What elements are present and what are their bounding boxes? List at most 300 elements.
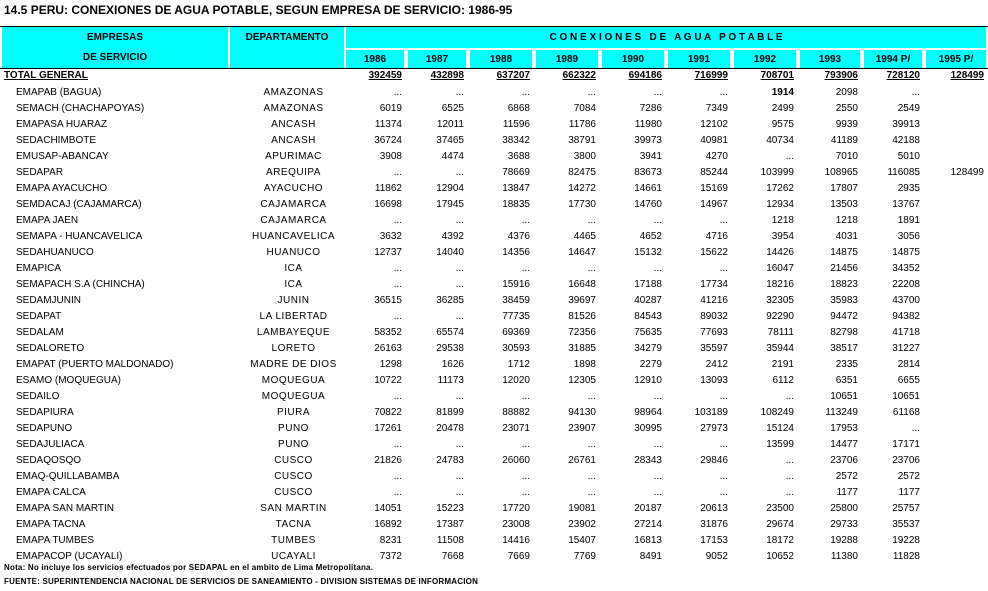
- row-empresa: SEMAPACH S.A (CHINCHA): [16, 279, 145, 290]
- row-value-1987: 4392: [441, 231, 464, 242]
- header-conexiones-label: C O N E X I O N E S D E A G U A P O T A B L E: [549, 32, 783, 43]
- row-value-1991: 85244: [700, 167, 728, 178]
- row-value-1990: 39973: [634, 135, 662, 146]
- row-empresa: SEDALORETO: [16, 343, 85, 354]
- row-value-1994: ...: [911, 87, 920, 98]
- row-value-1990: 75635: [634, 327, 662, 338]
- row-value-1988: 77735: [502, 311, 530, 322]
- total-value-5: 716999: [694, 70, 728, 81]
- row-value-1992: 9575: [771, 119, 794, 130]
- row-value-1991: 13093: [700, 375, 728, 386]
- row-value-1986: 1298: [379, 359, 402, 370]
- row-value-1990: 11980: [634, 119, 662, 130]
- row-empresa: SEDAPAT: [16, 311, 62, 322]
- row-value-1991: 15622: [700, 247, 728, 258]
- row-value-1993: 13503: [830, 199, 858, 210]
- row-departamento: MOQUEGUA: [261, 391, 326, 402]
- row-value-1991: 103189: [694, 407, 728, 418]
- row-value-1987: ...: [455, 215, 464, 226]
- row-value-1986: ...: [393, 391, 402, 402]
- row-value-1987: ...: [455, 263, 464, 274]
- row-value-1995: [926, 437, 984, 453]
- row-departamento: PIURA: [276, 407, 311, 418]
- row-value-1991: 2412: [705, 359, 728, 370]
- row-value-1990: 83673: [634, 167, 662, 178]
- row-departamento: APURIMAC: [265, 151, 322, 162]
- row-departamento: CUSCO: [274, 471, 313, 482]
- row-empresa: SEDACHIMBOTE: [16, 135, 97, 146]
- row-value-1986: ...: [393, 279, 402, 290]
- row-value-1994: 31227: [892, 343, 920, 354]
- row-value-1988: ...: [521, 391, 530, 402]
- row-value-1994: 22208: [892, 279, 920, 290]
- row-departamento: LORETO: [271, 343, 316, 354]
- row-value-1992: 103999: [760, 167, 794, 178]
- row-value-1994: 35537: [892, 519, 920, 530]
- row-departamento: HUANCAVELICA: [251, 231, 336, 242]
- row-value-1988: 7669: [507, 551, 530, 562]
- row-value-1994: 116085: [887, 167, 920, 178]
- row-value-1994: 19228: [892, 535, 920, 546]
- row-value-1995: [926, 453, 984, 469]
- row-value-1994: 2572: [897, 471, 920, 482]
- row-value-1987: 17387: [436, 519, 464, 530]
- row-value-1993: 6351: [835, 375, 858, 386]
- header-year-8: 1994 P/: [864, 50, 922, 68]
- row-value-1989: 4465: [573, 231, 596, 242]
- row-value-1991: 17153: [700, 535, 728, 546]
- row-value-1988: ...: [521, 87, 530, 98]
- row-value-1992: 3954: [771, 231, 794, 242]
- header-year-2: 1988: [470, 50, 532, 68]
- header-year-3: 1989: [536, 50, 598, 68]
- row-value-1989: ...: [587, 87, 596, 98]
- row-value-1995: [926, 85, 984, 101]
- row-empresa: SEMAPA - HUANCAVELICA: [16, 231, 143, 242]
- row-value-1989: 72356: [568, 327, 596, 338]
- row-value-1991: 77693: [700, 327, 728, 338]
- row-value-1990: 28343: [634, 455, 662, 466]
- row-value-1995: 128499: [950, 167, 984, 178]
- row-value-1994: 2935: [897, 183, 920, 194]
- row-value-1988: ...: [521, 439, 530, 450]
- row-value-1987: 12011: [436, 119, 464, 130]
- header-empresas-line2: DE SERVICIO: [82, 51, 148, 63]
- row-departamento: CAJAMARCA: [260, 215, 327, 226]
- row-departamento: SAN MARTIN: [260, 503, 327, 514]
- total-value-3: 662322: [562, 70, 596, 81]
- total-label: TOTAL GENERAL: [4, 70, 88, 81]
- row-departamento: MADRE DE DIOS: [250, 359, 337, 370]
- header-year-9: 1995 P/: [926, 50, 986, 68]
- row-departamento: PUNO: [278, 423, 309, 434]
- row-value-1989: 17730: [568, 199, 596, 210]
- row-value-1986: 3908: [379, 151, 402, 162]
- row-departamento: LAMBAYEQUE: [256, 327, 331, 338]
- row-value-1992: 92290: [766, 311, 794, 322]
- row-value-1987: 29538: [436, 343, 464, 354]
- row-value-1990: 7286: [639, 103, 662, 114]
- row-value-1995: [926, 469, 984, 485]
- row-empresa: EMAPAB (BAGUA): [16, 87, 102, 98]
- row-value-1988: 4376: [507, 231, 530, 242]
- row-value-1992: 29674: [766, 519, 794, 530]
- row-value-1991: 14967: [700, 199, 728, 210]
- row-value-1986: ...: [393, 471, 402, 482]
- row-value-1991: 27973: [700, 423, 728, 434]
- row-value-1986: 26163: [374, 343, 402, 354]
- row-value-1986: 36724: [374, 135, 402, 146]
- row-value-1992: 18172: [766, 535, 794, 546]
- row-value-1993: 19288: [830, 535, 858, 546]
- row-departamento: CAJAMARCA: [260, 199, 327, 210]
- row-value-1994: 41718: [892, 327, 920, 338]
- row-value-1994: 2814: [897, 359, 920, 370]
- row-value-1993: 29733: [830, 519, 858, 530]
- row-value-1988: 38459: [502, 295, 530, 306]
- row-value-1991: 89032: [700, 311, 728, 322]
- total-value-4: 694186: [628, 70, 662, 81]
- total-value-9: 128499: [950, 70, 984, 81]
- row-value-1986: 10722: [374, 375, 402, 386]
- row-value-1992: 23500: [766, 503, 794, 514]
- row-value-1988: 15916: [502, 279, 530, 290]
- row-value-1990: 84543: [634, 311, 662, 322]
- row-value-1989: 23907: [568, 423, 596, 434]
- row-value-1991: 7349: [705, 103, 728, 114]
- total-value-0: 392459: [368, 70, 402, 81]
- row-value-1995: [926, 213, 984, 229]
- row-value-1995: [926, 229, 984, 245]
- row-value-1990: 14661: [634, 183, 662, 194]
- row-value-1995: [926, 309, 984, 325]
- total-value-7: 793906: [824, 70, 858, 81]
- row-value-1986: 11862: [374, 183, 402, 194]
- row-value-1989: 94130: [568, 407, 596, 418]
- row-value-1994: 1177: [898, 487, 920, 498]
- row-value-1989: ...: [587, 487, 596, 498]
- row-value-1990: ...: [653, 391, 662, 402]
- row-value-1988: 14356: [502, 247, 530, 258]
- footnote: Nota: No incluye los servicios efectuados por SEDAPAL en el ambito de Lima Metropolitana.: [4, 563, 374, 572]
- row-value-1990: 27214: [634, 519, 662, 530]
- row-value-1993: 2550: [835, 103, 858, 114]
- row-value-1988: 23071: [502, 423, 530, 434]
- row-value-1986: 36515: [374, 295, 402, 306]
- row-value-1990: 12910: [634, 375, 662, 386]
- page-title: 14.5 PERU: CONEXIONES DE AGUA POTABLE, SEGUN EMPRESA DE SERVICIO: 1986-95: [4, 3, 513, 17]
- row-value-1988: 14416: [502, 535, 530, 546]
- row-value-1986: 6019: [379, 103, 402, 114]
- row-value-1986: ...: [393, 311, 402, 322]
- row-empresa: SEMDACAJ (CAJAMARCA): [16, 199, 142, 210]
- row-value-1986: ...: [393, 487, 402, 498]
- row-value-1988: 38342: [502, 135, 530, 146]
- total-value-2: 637207: [496, 70, 530, 81]
- row-value-1986: 70822: [374, 407, 402, 418]
- row-value-1992: 40734: [766, 135, 794, 146]
- row-value-1990: ...: [653, 87, 662, 98]
- row-value-1992: 2499: [771, 103, 794, 114]
- row-value-1989: ...: [587, 263, 596, 274]
- row-value-1993: 2572: [835, 471, 858, 482]
- row-value-1992: 78111: [767, 327, 794, 338]
- header-empresas-line1: EMPRESAS: [86, 31, 144, 43]
- row-empresa: SEDAMJUNIN: [16, 295, 82, 306]
- row-value-1994: 34352: [892, 263, 920, 274]
- row-empresa: ESAMO (MOQUEGUA): [16, 375, 122, 386]
- row-value-1992: 17262: [766, 183, 794, 194]
- row-value-1991: 31876: [700, 519, 728, 530]
- row-value-1993: 17953: [830, 423, 858, 434]
- row-value-1993: 108965: [824, 167, 858, 178]
- row-departamento: ICA: [284, 263, 303, 274]
- row-value-1992: ...: [785, 391, 794, 402]
- row-departamento: AREQUIPA: [266, 167, 321, 178]
- row-value-1995: [926, 293, 984, 309]
- row-value-1994: 17171: [892, 439, 920, 450]
- row-value-1989: 39697: [568, 295, 596, 306]
- row-value-1992: 2191: [771, 359, 794, 370]
- row-departamento: TUMBES: [271, 535, 316, 546]
- total-value-6: 708701: [760, 70, 794, 81]
- row-value-1987: 15223: [436, 503, 464, 514]
- row-value-1991: 41216: [700, 295, 728, 306]
- row-empresa: EMAPA SAN MARTIN: [16, 503, 114, 514]
- row-value-1991: 29846: [700, 455, 728, 466]
- header-year-7: 1993: [800, 50, 860, 68]
- row-value-1991: 20613: [700, 503, 728, 514]
- row-value-1986: 3632: [379, 231, 402, 242]
- row-value-1995: [926, 373, 984, 389]
- row-value-1988: 69369: [502, 327, 530, 338]
- row-empresa: EMAPA JAEN: [16, 215, 79, 226]
- row-value-1993: 17807: [830, 183, 858, 194]
- row-empresa: EMAPA AYACUCHO: [16, 183, 108, 194]
- row-value-1987: 36285: [436, 295, 464, 306]
- row-value-1988: 1712: [507, 359, 530, 370]
- row-value-1993: 7010: [835, 151, 858, 162]
- row-value-1994: 23706: [892, 455, 920, 466]
- row-value-1992: 12934: [766, 199, 794, 210]
- row-value-1990: 20187: [634, 503, 662, 514]
- row-value-1995: [926, 549, 984, 565]
- row-value-1995: [926, 325, 984, 341]
- row-value-1989: ...: [587, 471, 596, 482]
- row-value-1991: 4270: [705, 151, 728, 162]
- row-value-1995: [926, 389, 984, 405]
- row-value-1994: 61168: [892, 407, 920, 418]
- row-value-1990: 2279: [639, 359, 662, 370]
- row-value-1990: 40287: [634, 295, 662, 306]
- row-departamento: AYACUCHO: [263, 183, 324, 194]
- row-value-1995: [926, 485, 984, 501]
- row-value-1987: ...: [455, 391, 464, 402]
- row-value-1986: ...: [393, 439, 402, 450]
- row-value-1987: 37465: [436, 135, 464, 146]
- row-value-1988: 11596: [502, 119, 530, 130]
- row-empresa: EMAPICA: [16, 263, 62, 274]
- row-value-1994: 13767: [892, 199, 920, 210]
- row-value-1990: ...: [653, 439, 662, 450]
- row-value-1990: 16813: [634, 535, 662, 546]
- row-value-1986: 16892: [374, 519, 402, 530]
- row-value-1995: [926, 101, 984, 117]
- row-value-1993: 9939: [835, 119, 858, 130]
- row-value-1992: 15124: [766, 423, 794, 434]
- row-value-1987: ...: [455, 279, 464, 290]
- row-value-1989: 23902: [568, 519, 596, 530]
- row-value-1987: 4474: [441, 151, 464, 162]
- row-value-1992: 108249: [760, 407, 794, 418]
- row-value-1993: 1177: [836, 487, 858, 498]
- row-value-1987: ...: [455, 487, 464, 498]
- row-value-1994: 10651: [892, 391, 920, 402]
- row-value-1987: ...: [455, 167, 464, 178]
- row-value-1987: 17945: [436, 199, 464, 210]
- row-value-1986: 7372: [379, 551, 402, 562]
- row-value-1992: 13599: [766, 439, 794, 450]
- row-value-1993: 18823: [830, 279, 858, 290]
- row-value-1986: ...: [393, 215, 402, 226]
- row-value-1994: 42188: [892, 135, 920, 146]
- row-value-1995: [926, 181, 984, 197]
- row-value-1993: 1218: [835, 215, 858, 226]
- row-value-1994: 43700: [892, 295, 920, 306]
- row-value-1992: 1218: [771, 215, 794, 226]
- row-value-1990: 15132: [634, 247, 662, 258]
- row-departamento: ANCASH: [271, 119, 316, 130]
- row-value-1993: 41189: [830, 135, 858, 146]
- row-value-1994: 1891: [897, 215, 920, 226]
- row-departamento: HUANUCO: [266, 247, 321, 258]
- row-value-1990: ...: [653, 487, 662, 498]
- row-value-1992: 18216: [766, 279, 794, 290]
- row-value-1994: 14875: [892, 247, 920, 258]
- row-value-1991: ...: [719, 391, 728, 402]
- row-value-1993: 113249: [825, 407, 858, 418]
- row-value-1986: 16698: [374, 199, 402, 210]
- row-value-1995: [926, 357, 984, 373]
- row-departamento: CUSCO: [274, 487, 313, 498]
- total-value-8: 728120: [886, 70, 920, 81]
- row-value-1994: 25757: [892, 503, 920, 514]
- row-value-1986: 58352: [374, 327, 402, 338]
- row-departamento: AMAZONAS: [263, 103, 324, 114]
- row-value-1988: 78669: [502, 167, 530, 178]
- row-value-1988: ...: [521, 215, 530, 226]
- row-empresa: EMAPASA HUARAZ: [16, 119, 107, 130]
- row-value-1987: 12904: [436, 183, 464, 194]
- row-value-1991: 40981: [700, 135, 728, 146]
- row-value-1995: [926, 405, 984, 421]
- row-value-1987: 24783: [436, 455, 464, 466]
- header-year-1: 1987: [408, 50, 466, 68]
- row-value-1991: ...: [719, 471, 728, 482]
- row-value-1994: 94382: [892, 311, 920, 322]
- row-departamento: MOQUEGUA: [261, 375, 326, 386]
- source-note: FUENTE: SUPERINTENDENCIA NACIONAL DE SERVICIOS DE SANEAMIENTO - DIVISION SISTEMAS DE INFORMACION: [4, 577, 479, 586]
- row-value-1988: ...: [521, 471, 530, 482]
- row-empresa: EMAQ-QUILLABAMBA: [16, 471, 120, 482]
- header-conexiones: [346, 27, 986, 48]
- row-value-1993: 14477: [830, 439, 858, 450]
- row-empresa: EMAPAT (PUERTO MALDONADO): [16, 359, 174, 370]
- row-value-1990: 14760: [634, 199, 662, 210]
- row-value-1987: 81899: [436, 407, 464, 418]
- row-value-1992: 6112: [772, 375, 794, 386]
- row-value-1991: 4716: [705, 231, 728, 242]
- row-value-1995: [926, 245, 984, 261]
- row-value-1990: 34279: [634, 343, 662, 354]
- row-value-1993: 4031: [835, 231, 858, 242]
- row-empresa: SEDAQOSQO: [16, 455, 82, 466]
- row-value-1990: 4652: [639, 231, 662, 242]
- row-value-1987: 20478: [436, 423, 464, 434]
- row-value-1988: 13847: [502, 183, 530, 194]
- row-value-1987: 11173: [437, 375, 464, 386]
- row-value-1991: ...: [719, 439, 728, 450]
- row-empresa: SEDAPUNO: [16, 423, 73, 434]
- row-value-1987: 11508: [436, 535, 464, 546]
- row-value-1991: 15169: [700, 183, 728, 194]
- row-value-1989: 38791: [568, 135, 596, 146]
- row-value-1991: ...: [719, 215, 728, 226]
- row-value-1995: [926, 341, 984, 357]
- row-value-1993: 21456: [830, 263, 858, 274]
- row-value-1986: ...: [393, 263, 402, 274]
- total-value-1: 432898: [430, 70, 464, 81]
- row-value-1990: ...: [653, 263, 662, 274]
- row-value-1995: [926, 117, 984, 133]
- row-value-1991: ...: [719, 487, 728, 498]
- header-departamento-label: DEPARTAMENTO: [245, 32, 329, 43]
- row-value-1993: 2098: [835, 87, 858, 98]
- row-value-1989: ...: [587, 391, 596, 402]
- row-departamento: UCAYALI: [271, 551, 316, 562]
- row-value-1989: 3800: [573, 151, 596, 162]
- row-departamento: JUNIN: [277, 295, 310, 306]
- row-departamento: LA LIBERTAD: [259, 311, 328, 322]
- row-value-1988: 18835: [502, 199, 530, 210]
- row-value-1987: ...: [455, 471, 464, 482]
- row-value-1986: 11374: [374, 119, 402, 130]
- row-value-1987: ...: [455, 87, 464, 98]
- row-value-1995: [926, 517, 984, 533]
- row-value-1988: 3688: [507, 151, 530, 162]
- row-value-1995: [926, 277, 984, 293]
- row-value-1995: [926, 533, 984, 549]
- row-value-1988: 23008: [502, 519, 530, 530]
- row-empresa: EMUSAP-ABANCAY: [16, 151, 109, 162]
- row-value-1993: 14875: [830, 247, 858, 258]
- row-value-1988: 26060: [502, 455, 530, 466]
- header-departamento: [230, 27, 344, 68]
- row-departamento: TACNA: [275, 519, 312, 530]
- row-value-1990: 17188: [634, 279, 662, 290]
- row-value-1987: 6525: [441, 103, 464, 114]
- row-value-1992: ...: [785, 455, 794, 466]
- row-value-1995: [926, 197, 984, 213]
- row-value-1990: 8491: [639, 551, 662, 562]
- row-value-1993: 10651: [830, 391, 858, 402]
- header-year-4: 1990: [602, 50, 664, 68]
- row-value-1990: ...: [653, 215, 662, 226]
- row-value-1992: 16047: [766, 263, 794, 274]
- row-value-1988: ...: [521, 487, 530, 498]
- header-year-0: 1986: [346, 50, 404, 68]
- row-value-1995: [926, 149, 984, 165]
